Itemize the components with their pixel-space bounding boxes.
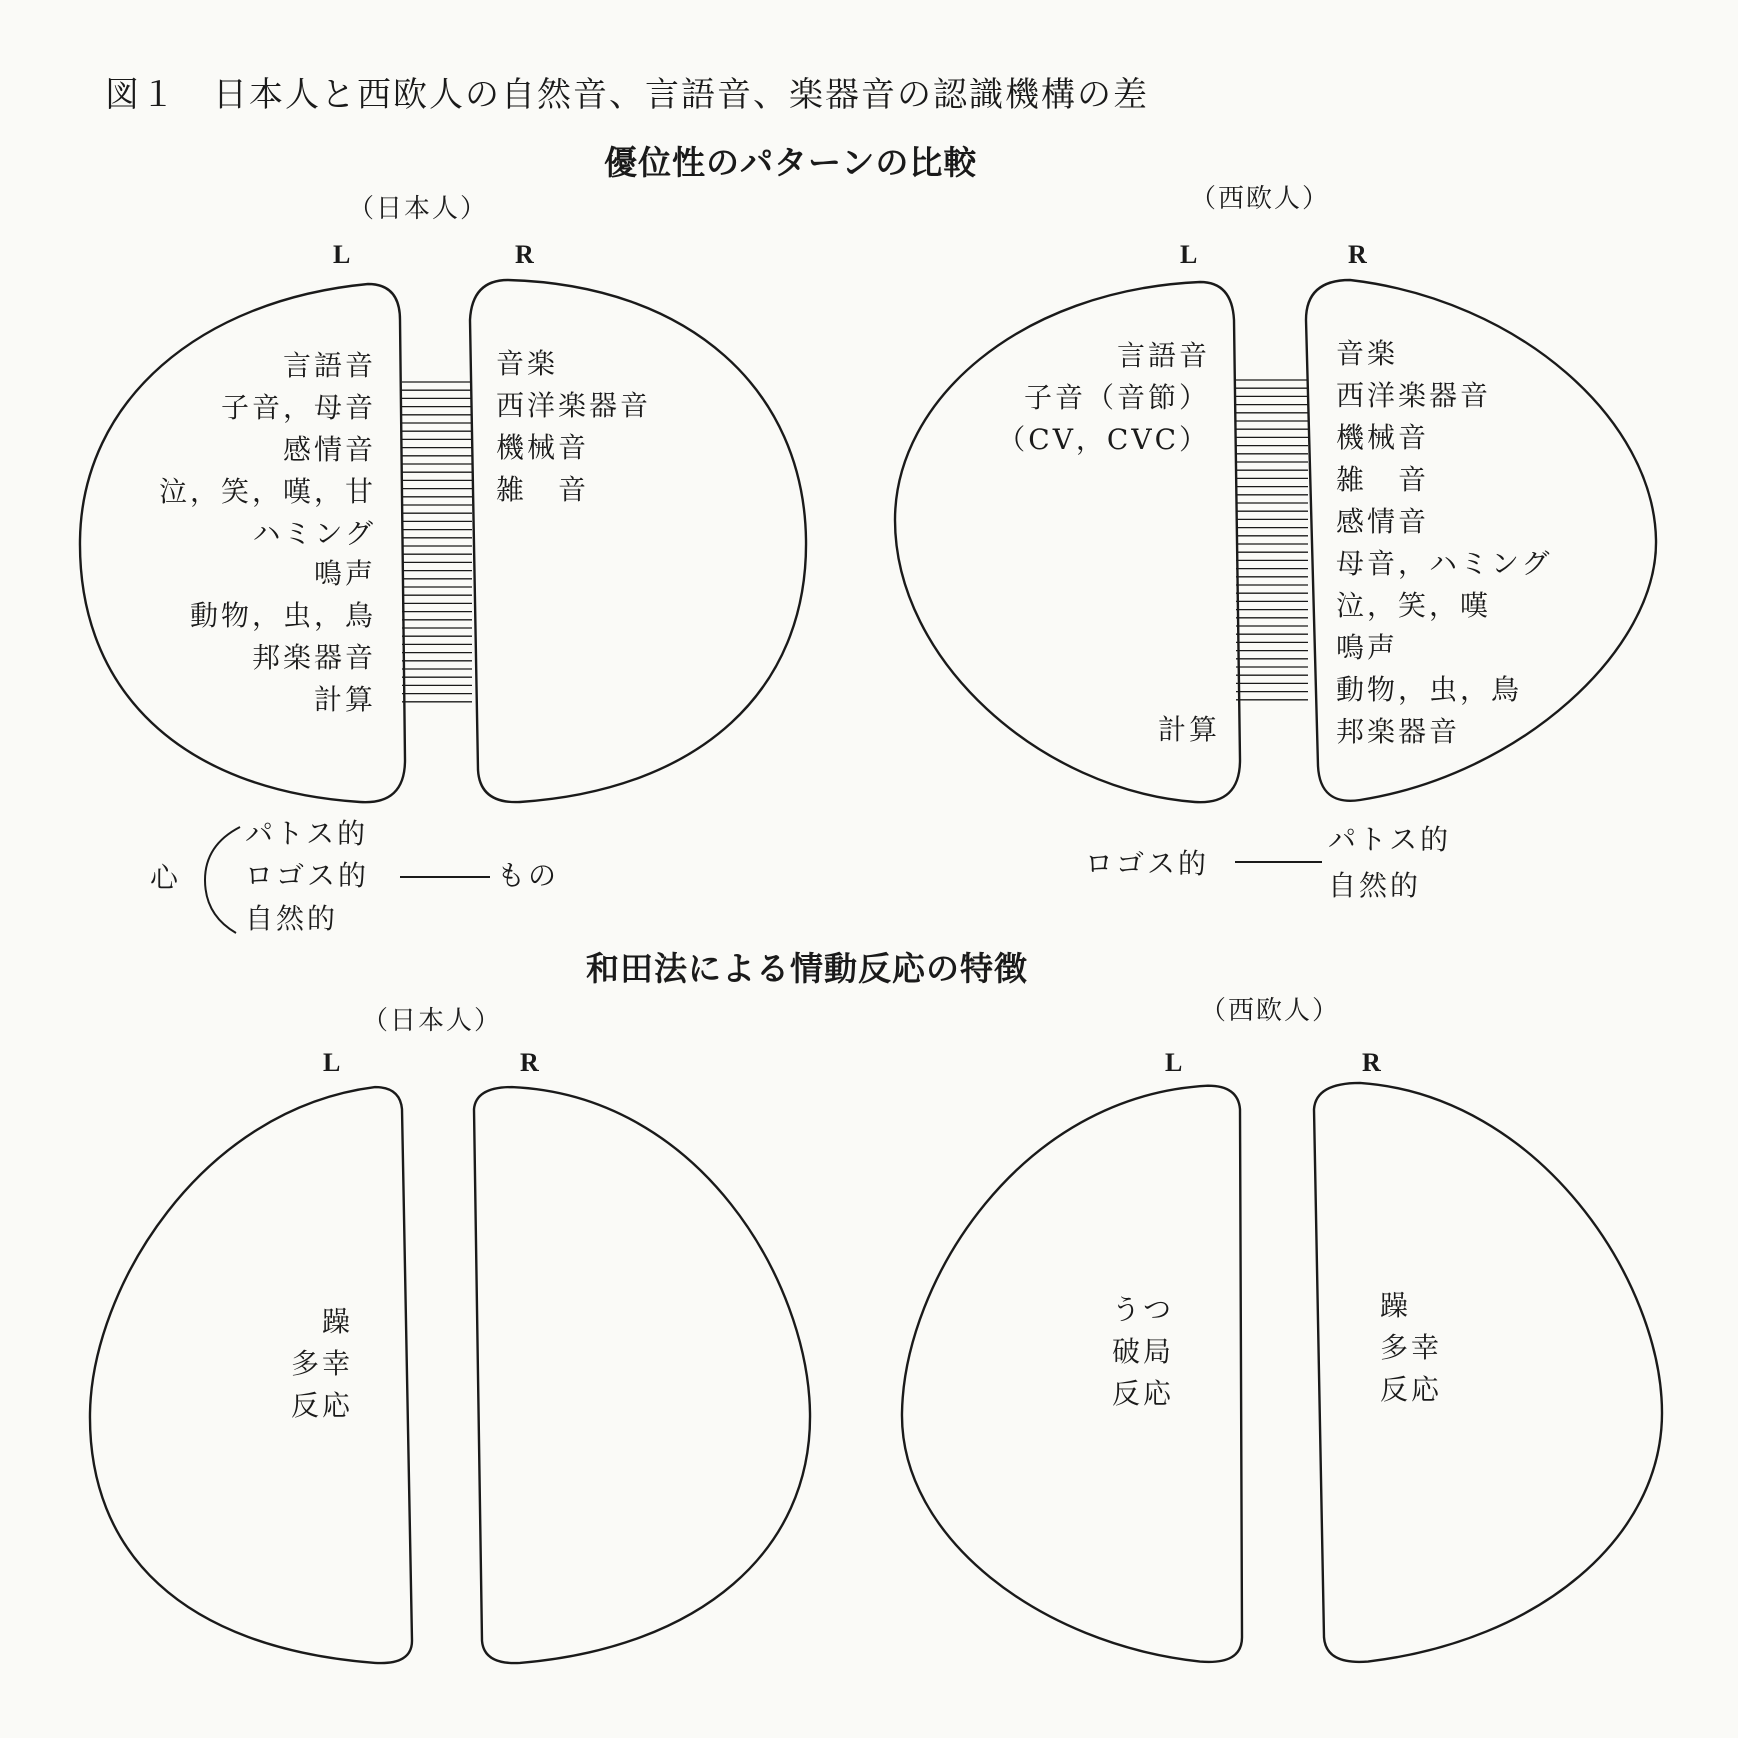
we-top-right-item: 機械音 xyxy=(1336,421,1430,454)
we-top-left-item: 子音（音節） xyxy=(1023,381,1210,414)
jp-anno-kokoro: 心 xyxy=(150,861,182,894)
jp-bottom-left-hemisphere xyxy=(90,1087,412,1663)
we-top-left-label: L xyxy=(1180,240,1198,269)
we-top-right-item: 音楽 xyxy=(1336,337,1399,370)
jp-anno-pathos: パトス的 xyxy=(245,817,369,850)
jp-bottom-right-label: R xyxy=(520,1048,539,1077)
jp-brace xyxy=(205,827,240,933)
we-top-right-item: 泣，笑，嘆 xyxy=(1336,589,1492,622)
jp-top-left-item: 動物，虫，鳥 xyxy=(189,599,376,632)
we-top-group-label: （西欧人） xyxy=(1190,184,1331,214)
jp-anno-logos: ロゴス的 xyxy=(245,859,370,892)
we-bottom-left-hemisphere xyxy=(902,1086,1242,1662)
jp-bottom-left-item: 躁 xyxy=(321,1305,353,1338)
jp-top-left-item: 泣，笑，嘆，甘 xyxy=(158,475,376,508)
we-top-left-bottom-item: 計算 xyxy=(1157,713,1220,746)
jp-top-right-label: R xyxy=(515,240,534,269)
jp-top-left-item: 邦楽器音 xyxy=(251,641,376,674)
we-top-left-item: （CV，CVC） xyxy=(997,423,1210,456)
jp-top-left-item: 計算 xyxy=(313,683,376,716)
we-anno-shizen: 自然的 xyxy=(1328,869,1422,902)
we-top-right-label: R xyxy=(1348,240,1367,269)
jp-top-left-label: L xyxy=(333,240,351,269)
jp-top-left-item: 子音，母音 xyxy=(220,391,376,424)
jp-top-left-item: 言語音 xyxy=(282,349,376,382)
jp-top-group-label: （日本人） xyxy=(348,194,489,224)
jp-bottom-left-label: L xyxy=(323,1048,341,1077)
we-top-right-item: 感情音 xyxy=(1336,505,1430,538)
jp-anno-mono: もの xyxy=(497,859,560,892)
we-top-right-item: 西洋楽器音 xyxy=(1336,379,1492,412)
jp-top-corpus-callosum xyxy=(402,382,472,702)
we-bottom-right-hemisphere xyxy=(1314,1083,1662,1662)
jp-anno-shizen: 自然的 xyxy=(245,902,339,935)
jp-bottom-left-item: 反応 xyxy=(290,1389,353,1422)
jp-top-right-item: 雑 音 xyxy=(496,473,590,506)
we-top-right-item: 邦楽器音 xyxy=(1336,715,1461,748)
we-top-left-item: 言語音 xyxy=(1116,339,1210,372)
we-top-corpus-callosum xyxy=(1236,380,1308,700)
we-bottom-left-item: うつ xyxy=(1112,1293,1175,1326)
we-bottom-right-label: R xyxy=(1362,1048,1381,1077)
we-bottom-left-item: 反応 xyxy=(1112,1377,1175,1410)
we-bottom-left-item: 破局 xyxy=(1112,1335,1175,1368)
we-top-right-item: 雑 音 xyxy=(1336,463,1430,496)
jp-bottom-right-hemisphere xyxy=(474,1087,810,1663)
we-bottom-right-item: 反応 xyxy=(1380,1373,1443,1406)
jp-top-left-item: 感情音 xyxy=(282,433,376,466)
jp-top-right-item: 音楽 xyxy=(496,347,559,380)
figure-title: 図１ 日本人と西欧人の自然音、言語音、楽器音の認識機構の差 xyxy=(105,75,1149,115)
we-anno-pathos: パトス的 xyxy=(1328,823,1452,856)
we-bottom-group-label: （西欧人） xyxy=(1200,996,1341,1026)
section2-title: 和田法による情動反応の特徴 xyxy=(586,949,1028,988)
we-anno-logos: ロゴス的 xyxy=(1085,847,1210,880)
jp-top-left-item: 鳴声 xyxy=(313,557,376,590)
we-top-right-item: 鳴声 xyxy=(1336,631,1399,664)
jp-top-right-item: 機械音 xyxy=(496,431,590,464)
jp-top-right-item: 西洋楽器音 xyxy=(496,389,652,422)
we-bottom-right-item: 多幸 xyxy=(1380,1331,1443,1364)
jp-top-left-item: ハミング xyxy=(252,517,376,550)
we-top-right-item: 動物，虫，鳥 xyxy=(1336,673,1523,706)
we-bottom-left-label: L xyxy=(1165,1048,1183,1077)
jp-bottom-left-item: 多幸 xyxy=(290,1347,353,1380)
jp-bottom-group-label: （日本人） xyxy=(362,1006,503,1036)
we-top-right-item: 母音，ハミング xyxy=(1336,547,1553,580)
section1-title: 優位性のパターンの比較 xyxy=(604,143,978,182)
we-bottom-right-item: 躁 xyxy=(1380,1289,1412,1322)
